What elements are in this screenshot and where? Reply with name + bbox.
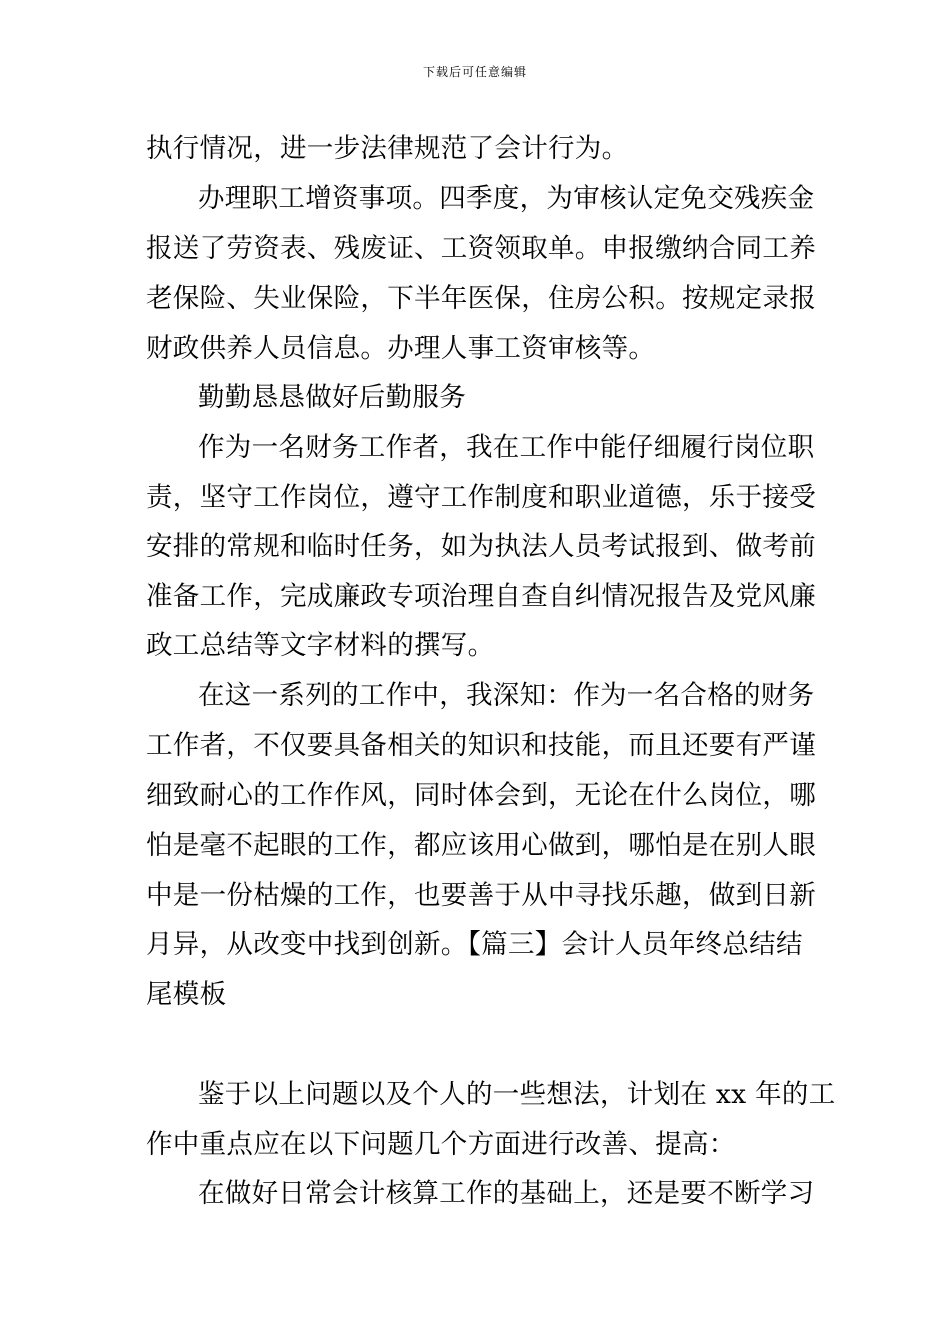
text-line: 尾模板 xyxy=(146,979,227,1010)
text-line: 准备工作，完成廉政专项治理自查自纠情况报告及党风廉 xyxy=(146,581,816,612)
text-line: 作中重点应在以下问题几个方面进行改善、提高： xyxy=(146,1129,736,1160)
text-line: 中是一份枯燥的工作，也要善于从中寻找乐趣，做到日新 xyxy=(146,880,816,911)
text-line: 鉴于以上问题以及个人的一些想法，计划在 xx 年的工 xyxy=(198,1079,836,1110)
text-line: 办理职工增资事项。四季度，为审核认定免交残疾金 xyxy=(198,183,815,214)
page-header: 下载后可任意编辑 xyxy=(422,65,527,79)
text-line: 安排的常规和临时任务，如为执法人员考试报到、做考前 xyxy=(146,531,816,562)
text-line: 细致耐心的工作作风，同时体会到，无论在什么岗位，哪 xyxy=(146,780,816,811)
text-line: 在做好日常会计核算工作的基础上，还是要不断学习 xyxy=(198,1178,815,1209)
text-line: 在这一系列的工作中，我深知：作为一名合格的财务 xyxy=(198,680,815,711)
text-line: 政工总结等文字材料的撰写。 xyxy=(146,630,495,661)
text-line: 责，坚守工作岗位，遵守工作制度和职业道德，乐于接受 xyxy=(146,482,816,513)
text-line: 工作者，不仅要具备相关的知识和技能，而且还要有严谨 xyxy=(146,730,816,761)
text-line: 老保险、失业保险，下半年医保，住房公积。按规定录报 xyxy=(146,283,816,314)
text-line: 作为一名财务工作者，我在工作中能仔细履行岗位职 xyxy=(198,432,815,463)
text-line: 执行情况，进一步法律规范了会计行为。 xyxy=(146,133,629,164)
text-line: 月异，从改变中找到创新。【篇三】会计人员年终总结结 xyxy=(146,929,803,960)
text-line: 财政供养人员信息。办理人事工资审核等。 xyxy=(146,333,656,364)
text-line: 怕是毫不起眼的工作，都应该用心做到，哪怕是在别人眼 xyxy=(146,830,816,861)
section-heading: 勤勤恳恳做好后勤服务 xyxy=(198,382,466,413)
text-line: 报送了劳资表、残废证、工资领取单。申报缴纳合同工养 xyxy=(146,233,816,264)
